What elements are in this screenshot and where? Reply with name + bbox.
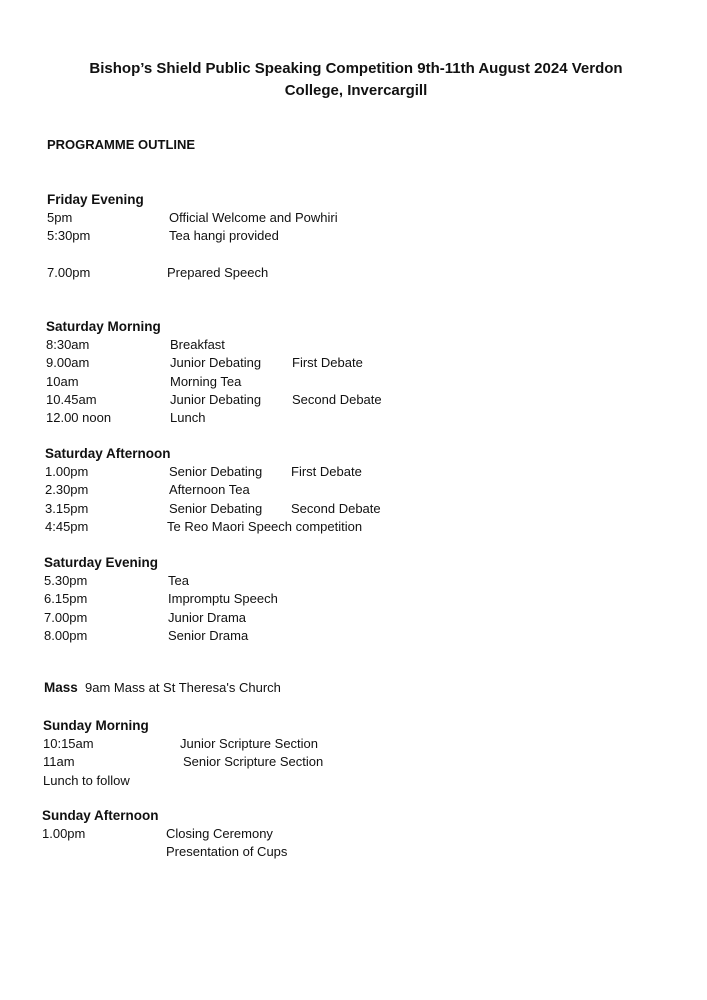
event: Junior Drama (168, 609, 247, 625)
mass-text: 9am Mass at St Theresa's Church (85, 680, 281, 695)
time: 10am (46, 373, 79, 389)
section-heading: Sunday Morning (43, 718, 149, 733)
event: Junior Debating (170, 391, 262, 407)
event: Presentation of Cups (166, 844, 288, 860)
time: 6.15pm (44, 591, 88, 607)
section-sunday-morning (43, 717, 324, 790)
time: 5:30pm (47, 228, 91, 244)
time: 12.00 noon (46, 409, 112, 425)
event: Impromptu Speech (168, 591, 278, 607)
schedule-row (46, 354, 363, 372)
section-friday-evening (47, 191, 338, 282)
section-saturday-afternoon (45, 445, 381, 536)
schedule-row (44, 590, 278, 608)
lunch-note: Lunch to follow (43, 772, 130, 788)
programme-outline-heading: PROGRAMME OUTLINE (47, 137, 196, 152)
detail: Second Debate (292, 391, 382, 407)
time: 9.00am (46, 355, 90, 371)
event: Te Reo Maori Speech competition (167, 518, 363, 534)
event: Junior Debating (170, 355, 262, 371)
event: Lunch (170, 409, 206, 425)
schedule-row (46, 409, 206, 427)
time: 5pm (47, 210, 73, 226)
event: Official Welcome and Powhiri (169, 210, 338, 226)
mass-label: Mass (44, 680, 78, 695)
schedule-row (47, 209, 338, 227)
time: 2.30pm (45, 482, 89, 498)
time: 11am (43, 754, 75, 770)
time: 1.00pm (42, 826, 86, 842)
event: Afternoon Tea (169, 482, 250, 498)
time: 4:45pm (45, 518, 89, 534)
section-heading: Friday Evening (47, 192, 144, 207)
schedule-row (45, 500, 381, 518)
schedule-row (45, 518, 363, 536)
section-heading: Saturday Morning (46, 319, 161, 334)
event: Tea hangi provided (169, 228, 279, 244)
document-title (40, 58, 672, 102)
section-saturday-morning (46, 318, 382, 427)
section-heading: Saturday Afternoon (45, 446, 171, 461)
title-line-2: College, Invercargill (284, 82, 428, 99)
event: Junior Scripture Section (180, 736, 319, 752)
schedule-row (43, 735, 319, 753)
schedule-row (46, 336, 225, 354)
section-heading: Saturday Evening (44, 555, 159, 570)
detail: First Debate (292, 355, 363, 371)
schedule-row (42, 843, 288, 861)
title-line-1: Bishop’s Shield Public Speaking Competition 9th-11th August 2024 Verdon (89, 60, 623, 77)
schedule-row (43, 753, 324, 771)
time: 1.00pm (45, 464, 89, 480)
event: Morning Tea (170, 373, 242, 389)
event: Tea (168, 573, 189, 589)
schedule-row (45, 463, 362, 481)
schedule-row (44, 627, 249, 645)
time: 8:30am (46, 337, 90, 353)
schedule-row (45, 481, 250, 499)
event: Senior Debating (169, 464, 263, 480)
time: 10.45am (46, 391, 97, 407)
time: 8.00pm (44, 627, 88, 643)
schedule-row (44, 609, 247, 627)
time: 3.15pm (45, 500, 89, 516)
event: Breakfast (170, 337, 225, 353)
section-heading: Sunday Afternoon (42, 808, 159, 823)
section-saturday-evening (44, 554, 278, 645)
time: 7.00pm (47, 264, 91, 280)
event: Senior Scripture Section (183, 754, 324, 770)
section-sunday-afternoon (42, 807, 288, 862)
schedule-row (46, 391, 382, 409)
detail: First Debate (291, 464, 362, 480)
event: Senior Drama (168, 627, 249, 643)
schedule-row (44, 572, 189, 590)
time: 10:15am (43, 736, 94, 752)
schedule-note-row (43, 772, 149, 790)
event: Closing Ceremony (166, 826, 273, 842)
event: Senior Debating (169, 500, 263, 516)
time: 5.30pm (44, 573, 88, 589)
schedule-row (42, 825, 273, 843)
schedule-row (47, 264, 269, 282)
event: Prepared Speech (167, 264, 269, 280)
mass-line (44, 680, 281, 695)
time: 7.00pm (44, 609, 88, 625)
schedule-row (46, 373, 242, 391)
detail: Second Debate (291, 500, 381, 516)
schedule-row (47, 227, 279, 245)
